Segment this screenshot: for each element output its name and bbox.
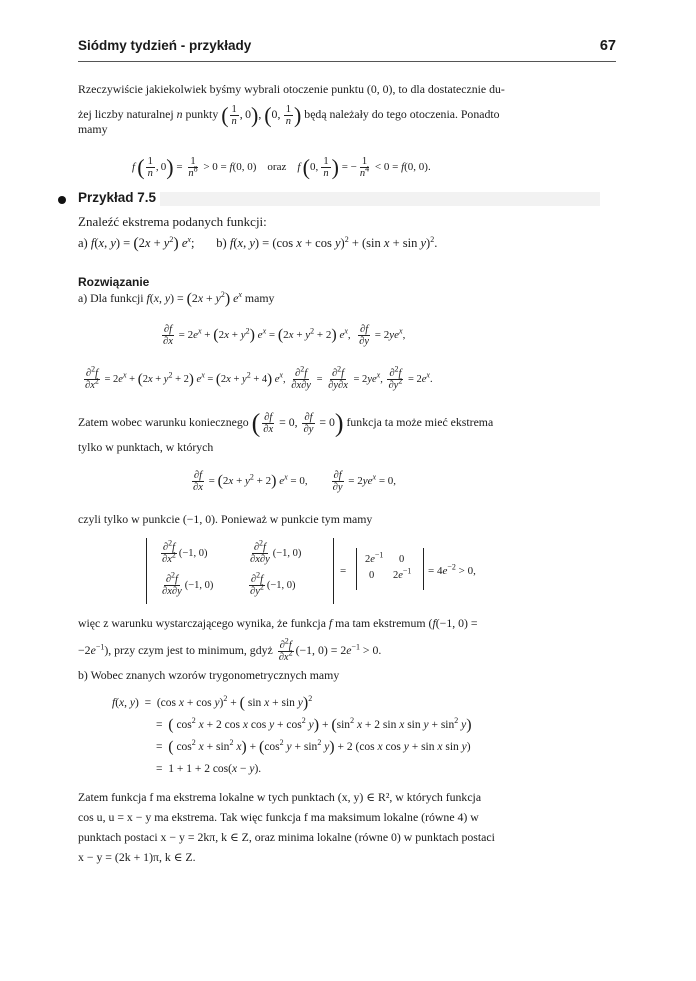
example-heading: Przykład 7.5 xyxy=(78,190,157,205)
page-header xyxy=(78,38,616,58)
necessary-condition-2: tylko w punktach, w których xyxy=(78,440,214,454)
conclusion-3: punktach postaci x − y = 2kπ, k ∈ Z, oraz minima lokalne (równe 0) w punktach postaci xyxy=(78,830,495,844)
trig-line-1: f(x, y) = (cos x + cos y)$^2$ + ( sin x + sin y)$^2$ xyxy=(112,694,313,712)
intro-equation: f ( $\frac{1}{n}$ , 0) = $\frac{1}{n^8}$ > 0 = f(0, 0) oraz f (0, $\frac{1}{n}$ ) = − $\frac{1}{n^4}$ < 0 = f(0, 0). xyxy=(132,154,431,180)
stationary-system: $\frac{\partial f}{\partial x}$ = $(2x + y^2 + 2)$ $e^x = 0$, $\frac{\partial f}{\partial y}$ = $2ye^x = 0$, xyxy=(193,470,397,493)
header-rule xyxy=(78,61,616,62)
running-title: Siódmy tydzień - przykłady xyxy=(78,38,252,53)
sufficient-condition-1: więc z warunku wystarczającego wynika, że funkcja f ma tam ekstremum (f(−1, 0) = xyxy=(78,616,478,630)
trig-line-2: = ( $\cos^2 x + 2$ cos x $\cos y + \cos^2 y) + (\sin^2$ x + 2 sin x $\sin y + \sin^2 y$) xyxy=(156,716,472,734)
only-point: czyli tylko w punkcie (−1, 0). Ponieważ w punkcie tym mamy xyxy=(78,512,373,526)
conclusion-2: cos u, u = x − y ma ekstrema. Tak więc funkcja f ma maksimum lokalne (równe 4) w xyxy=(78,810,479,824)
example-heading-band xyxy=(160,192,600,206)
solution-b-intro: b) Wobec znanych wzorów trygonometrycznych mamy xyxy=(78,668,340,682)
intro-line-1: Rzeczywiście jakiekolwiek byśmy wybrali otoczenie punktu (0, 0), to dla dostatecznie du- xyxy=(78,82,505,96)
trig-line-4: = 1 + 1 + 2 cos(x − y). xyxy=(156,763,262,775)
intro-line-2: żej liczby naturalnej n punkty ( $\frac{1}{n}$ , 0), (0, $\frac{1}{n}$ ) będą należały do tego otoczenia. Ponadto xyxy=(78,102,500,128)
numeric-determinant: $2e^{-1}$ 0 0 $2e^{-1}$ xyxy=(356,548,424,590)
first-partials: $\frac{\partial f}{\partial x}$ = $2e^x + (2x + y^2) e^x = (2x + y^2 + 2)$ $e^x$, $\frac{\partial f}{\partial y}$ = $2ye^x$, xyxy=(163,324,406,347)
necessary-condition: Zatem wobec warunku koniecznego ( $\frac{\partial f}{\partial x}$ = 0, $\frac{\partial f}{\partial y}$ = 0) funkcja ta może mieć ekstrema xyxy=(78,408,494,438)
conclusion-4: x − y = (2k + 1)π, k ∈ Z. xyxy=(78,850,196,864)
page-number: 67 xyxy=(599,38,616,54)
solution-a-intro: a) Dla funkcji f(x, $y) = (2x + y^2)$ $e^x$ mamy xyxy=(78,290,275,308)
second-partials: $\frac{\partial^2f}{\partial x^2}$ = $2e^x + (2x + y^2 + 2) e^x = (2x + y^2 + 4)$ $e^x$, $\frac{\partial^2f}{\partial x\partial y}$ = $\frac{\partial^2f}{\partial y\partial x}$ = $2ye^x$, $\frac{\partial^2f}{\partial y^2}$ = $2e^x$. xyxy=(85,364,433,391)
example-functions: a) f(x, $y) = (2x + y^2)$ $e^x$; b) f(x, y) = (cos x + cos y)$^2$ + (sin x + sin y)$^2$. xyxy=(78,234,438,253)
hessian-determinant: $\frac{\partial^2f}{\partial x^2}$ (−1, 0) $\frac{\partial^2f}{\partial x\partial y}$ (−1, 0) $\frac{\partial^2f}{\partial x\partial y}$ (−1, 0) $\frac{\partial^2f}{\partial y^2}$ (−1, 0) xyxy=(146,538,334,604)
sufficient-condition-2: $-2e^{-1}$), przy czym jest to minimum, gdyż $\frac{\partial^2f}{\partial x^2}$ (−1, $0) = 2e^{-1} > 0$. xyxy=(78,636,382,663)
solution-heading: Rozwiązanie xyxy=(78,275,150,289)
bullet-icon xyxy=(58,196,66,204)
trig-line-3: = ( $\cos^2 x + \sin^2 x) + (\cos^2$ $y + \sin^2 y) + 2$ (cos x cos y + sin x sin y) xyxy=(156,738,471,756)
conclusion-1: Zatem funkcja f ma ekstrema lokalne w tych punktach (x, y) ∈ R², w których funkcja xyxy=(78,790,482,804)
intro-line-3: mamy xyxy=(78,122,108,136)
det-value: = $4e^{-2} > 0$, xyxy=(428,562,476,577)
example-task: Znaleźć ekstrema podanych funkcji: xyxy=(78,214,267,229)
det-equals: = xyxy=(340,565,347,577)
